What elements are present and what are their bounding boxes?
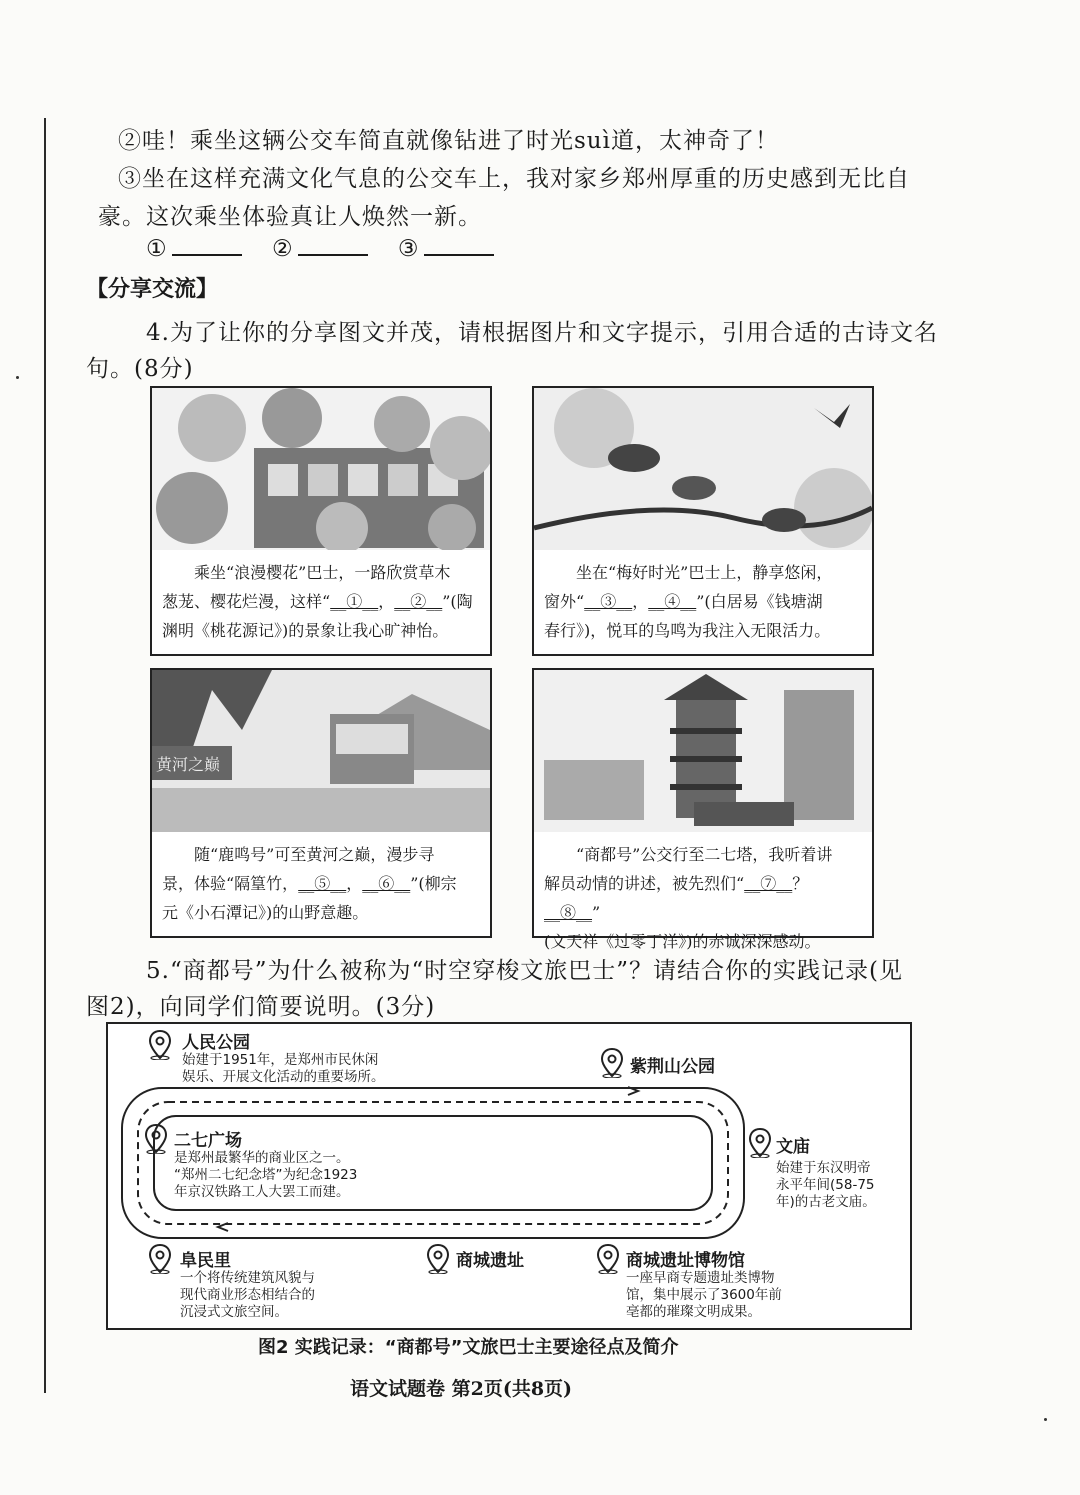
map-pin-icon bbox=[426, 1244, 450, 1274]
stop-desc-line: 沉浸式文旅空间。 bbox=[180, 1304, 288, 1320]
q5-stem-line2: 图2)，向同学们简要说明。(3分) bbox=[86, 994, 436, 1020]
panel-swallows bbox=[532, 386, 874, 656]
panel-4-separator: ？ bbox=[792, 874, 809, 893]
stop-desc-line: 一座早商专题遗址类博物 bbox=[626, 1270, 775, 1286]
scan-speck bbox=[1044, 1418, 1047, 1421]
panel-erqi-tower bbox=[532, 668, 874, 951]
q3-item-3-line1: ③坐在这样充满文化气息的公交车上，我对家乡郑州厚重的历史感到无比自 bbox=[118, 166, 910, 192]
q3-answer-blank-3[interactable] bbox=[424, 236, 494, 256]
yellow-river-sign-text: 黄河之巅 bbox=[156, 755, 221, 774]
stop-desc-line: 一个将传统建筑风貌与 bbox=[180, 1270, 315, 1286]
answer-blank-2[interactable]: __②__ bbox=[394, 592, 443, 611]
bus-at-yellow-river-illustration bbox=[152, 670, 490, 832]
q3-answer-blanks bbox=[146, 236, 516, 262]
panel-3-cap-line3: 元《小石潭记》)的山野意趣。 bbox=[162, 903, 369, 922]
panel-4-cap-line3: (文天祥《过零丁洋》)的赤诚深深感动。 bbox=[544, 932, 821, 951]
panel-cherry-bus bbox=[150, 386, 492, 656]
panel-2-cap-text: 窗外“ bbox=[544, 592, 585, 611]
panel-3-caption bbox=[162, 840, 480, 927]
answer-blank-3[interactable]: __③__ bbox=[584, 592, 633, 611]
swallows-on-branch-illustration bbox=[534, 388, 872, 550]
panel-4-cap-text: 解员动情的讲述，被先烈们“ bbox=[544, 874, 745, 893]
stop-name: 商城遗址博物馆 bbox=[626, 1251, 745, 1271]
q4-stem-line1: 4.为了让你的分享图文并茂，请根据图片和文字提示，引用合适的古诗文名 bbox=[146, 320, 938, 346]
panel-3-separator: ， bbox=[346, 874, 363, 893]
erqi-tower-illustration bbox=[534, 670, 872, 832]
panel-4-cap-line1: “商都号”公交行至二七塔，我听着讲 bbox=[576, 845, 833, 864]
panel-3-cap-source: ”(柳宗 bbox=[410, 874, 457, 893]
figure-caption: 图2 实践记录：“商都号”文旅巴士主要途径点及简介 bbox=[258, 1337, 679, 1358]
cherry-blossom-bus-illustration bbox=[152, 388, 490, 550]
panel-4-caption bbox=[544, 840, 862, 956]
q3-item-3-line2: 豪。这次乘坐体验真让人焕然一新。 bbox=[98, 204, 482, 230]
panel-3-cap-line2 bbox=[162, 869, 480, 898]
q3-item-2: ②哇！乘坐这辆公交车简直就像钻进了时光suì道，太神奇了！ bbox=[118, 128, 779, 154]
q4-stem-line2: 句。(8分) bbox=[86, 356, 194, 382]
stop-desc-line: 馆，集中展示了3600年前 bbox=[626, 1287, 782, 1303]
map-pin-icon bbox=[596, 1244, 620, 1274]
map-pin-icon bbox=[600, 1048, 624, 1078]
panel-1-separator: ， bbox=[378, 592, 395, 611]
q3-blank-label-3: ③ bbox=[397, 236, 420, 262]
panel-1-cap-source: ”(陶 bbox=[442, 592, 473, 611]
stop-desc-line: 亳都的璀璨文明成果。 bbox=[626, 1304, 761, 1320]
answer-blank-5[interactable]: __⑤__ bbox=[298, 874, 347, 893]
scan-speck bbox=[16, 376, 19, 379]
stop-desc-line: 是郑州最繁华的商业区之一。 bbox=[174, 1150, 350, 1166]
panel-2-caption bbox=[544, 558, 862, 645]
panel-1-cap-line2 bbox=[162, 587, 480, 616]
answer-blank-6[interactable]: __⑥__ bbox=[362, 874, 411, 893]
stop-desc-line: 现代商业形态相结合的 bbox=[180, 1287, 315, 1303]
q5-stem-line1: 5.“商都号”为什么被称为“时空穿梭文旅巴士”？请结合你的实践记录(见 bbox=[146, 958, 903, 984]
map-pin-icon bbox=[148, 1030, 172, 1060]
answer-blank-4[interactable]: __④__ bbox=[648, 592, 697, 611]
q3-blank-label-1: ① bbox=[146, 236, 168, 262]
stop-desc-line: 年京汉铁路工人大罢工而建。 bbox=[174, 1184, 350, 1200]
panel-3-cap-text: 景，体验“隔篁竹， bbox=[162, 874, 299, 893]
binding-margin-line bbox=[44, 118, 46, 1393]
panel-1-caption bbox=[162, 558, 480, 645]
q3-answer-blank-2[interactable] bbox=[298, 236, 368, 256]
section-title-share: 【分享交流】 bbox=[86, 277, 219, 302]
panel-2-cap-line3: 春行》)，悦耳的鸟鸣为我注入无限活力。 bbox=[544, 621, 831, 640]
q3-answer-blank-1[interactable] bbox=[172, 236, 242, 256]
answer-blank-7[interactable]: __⑦__ bbox=[744, 874, 793, 893]
panel-1-cap-line1: 乘坐“浪漫樱花”巴士，一路欣赏草木 bbox=[194, 563, 451, 582]
map-pin-icon bbox=[144, 1124, 168, 1154]
stop-name: 阜民里 bbox=[180, 1251, 231, 1271]
panel-1-cap-line3: 渊明《桃花源记》)的景象让我心旷神怡。 bbox=[162, 621, 449, 640]
page-footer: 语文试题卷 第2页(共8页) bbox=[350, 1378, 573, 1400]
panel-2-cap-line2 bbox=[544, 587, 862, 616]
panel-2-cap-source: ”(白居易《钱塘湖 bbox=[696, 592, 823, 611]
stop-desc-line: “郑州二七纪念塔”为纪念1923 bbox=[174, 1167, 358, 1183]
stop-desc-line: 年)的古老文庙。 bbox=[776, 1194, 876, 1210]
q3-blank-label-2: ② bbox=[271, 236, 294, 262]
stop-desc-line: 始建于1951年，是郑州市民休闲 bbox=[182, 1052, 379, 1068]
stop-name: 二七广场 bbox=[174, 1131, 242, 1151]
panel-3-cap-line1: 随“鹿鸣号”可至黄河之巅，漫步寻 bbox=[194, 845, 435, 864]
stop-name: 文庙 bbox=[776, 1137, 810, 1157]
panel-4-cap-line2 bbox=[544, 869, 862, 927]
panel-2-cap-line1: 坐在“梅好时光”巴士上，静享悠闲， bbox=[576, 563, 833, 582]
map-pin-icon bbox=[748, 1128, 772, 1158]
panel-2-separator: ， bbox=[632, 592, 649, 611]
answer-blank-1[interactable]: __①__ bbox=[330, 592, 379, 611]
answer-blank-8[interactable]: __⑧__ bbox=[544, 903, 593, 922]
panel-4-cap-source: ” bbox=[592, 903, 601, 922]
stop-desc-line: 永平年间(58-75 bbox=[776, 1177, 875, 1193]
stop-name: 商城遗址 bbox=[456, 1251, 524, 1271]
route-diagram bbox=[106, 1022, 912, 1330]
stop-name: 紫荆山公园 bbox=[630, 1057, 715, 1077]
panel-1-cap-text: 葱茏、樱花烂漫，这样“ bbox=[162, 592, 331, 611]
stop-desc-line: 始建于东汉明帝 bbox=[776, 1160, 871, 1176]
stop-name: 人民公园 bbox=[182, 1033, 250, 1053]
panel-yellow-river bbox=[150, 668, 492, 938]
stop-desc-line: 娱乐、开展文化活动的重要场所。 bbox=[182, 1069, 385, 1085]
map-pin-icon bbox=[148, 1244, 172, 1274]
